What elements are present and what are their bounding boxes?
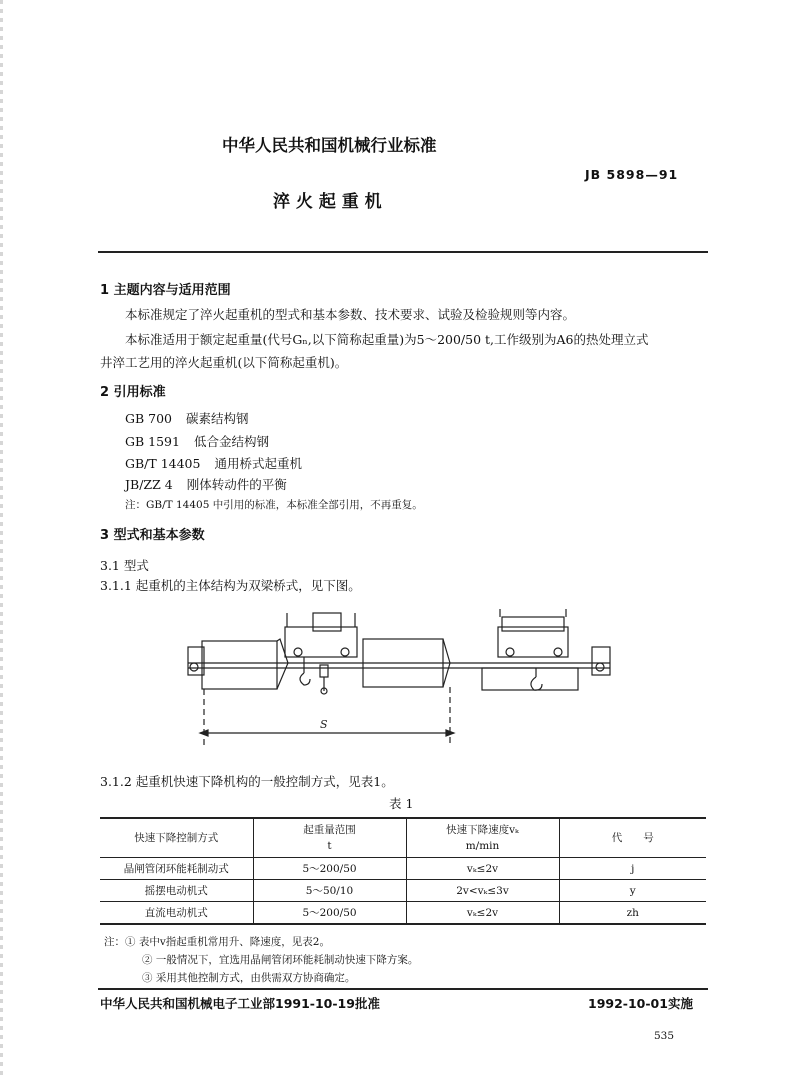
subsection-3-1: 3.1 型式 (100, 558, 149, 573)
table-1 (100, 817, 706, 925)
table-cell: vₖ≤2v (406, 902, 559, 925)
reference-note: 注：GB/T 14405 中引用的标准，本标准全部引用，不再重复。 (125, 499, 423, 511)
reference-code: GB 700 (125, 411, 173, 426)
subsection-3-1-2: 3.1.2 起重机快速下降机构的一般控制方式，见表1。 (100, 774, 394, 789)
section-1-para-1: 本标准规定了淬火起重机的型式和基本参数、技术要求、试验及检验规则等内容。 (125, 307, 576, 322)
section-3-heading: 3 型式和基本参数 (100, 528, 205, 543)
implementation-date: 1992-10-01实施 (588, 996, 693, 1011)
table-cell: 5～200/50 (253, 902, 406, 925)
left-tank (202, 641, 277, 689)
table-note-1: 注：① 表中v指起重机常用升、降速度，见表2。 (104, 936, 330, 948)
section-1-para-2-line-1: 本标准适用于额定起重量(代号Gₙ,以下简称起重量)为5～200/50 t,工作级别为A6的热处理立式 (125, 332, 649, 347)
table-cell: zh (559, 902, 706, 925)
header-rule (98, 251, 708, 253)
table-cell: j (559, 858, 706, 880)
table-cell: y (559, 880, 706, 902)
table-cell: 5～200/50 (253, 858, 406, 880)
standard-number: JB 5898—91 (585, 167, 679, 182)
reference-code: GB/T 14405 (125, 456, 201, 471)
main-hook (300, 673, 310, 685)
auxiliary-hook (531, 677, 542, 690)
reference-name: 通用桥式起重机 (214, 456, 302, 471)
table-note-3: ③ 采用其他控制方式，由供需双方协商确定。 (142, 972, 356, 984)
approval-statement: 中华人民共和国机械电子工业部1991-10-19批准 (100, 996, 380, 1011)
reference-code: JB/ZZ 4 (125, 477, 173, 492)
scan-edge (0, 0, 3, 1075)
table-row (100, 858, 706, 880)
reference-item (125, 454, 302, 472)
table-row (100, 880, 706, 902)
table-cell: vₖ≤2v (406, 858, 559, 880)
page-number: 535 (654, 1030, 675, 1042)
table-cell: 摇摆电动机式 (100, 880, 253, 902)
lower-box (482, 668, 578, 690)
span-label: S (320, 718, 328, 731)
table-note-2: ② 一般情况下，宜选用晶闸管闭环能耗制动快速下降方案。 (142, 954, 419, 966)
table-cell: 晶闸管闭环能耗制动式 (100, 858, 253, 880)
org-title: 中华人民共和国机械行业标准 (222, 136, 437, 155)
reference-name: 低合金结构钢 (193, 434, 269, 449)
table-caption: 表 1 (389, 796, 414, 811)
table-cell: 5～50/10 (253, 880, 406, 902)
crane-diagram (180, 605, 620, 755)
section-2-heading: 2 引用标准 (100, 385, 166, 400)
table-row (100, 902, 706, 925)
table-cell: 2v<vₖ≤3v (406, 880, 559, 902)
table-cell: 直流电动机式 (100, 902, 253, 925)
table-header-cell: 起重量范围 t (253, 818, 406, 858)
table-header-cell: 快速下降速度vₖ m/min (406, 818, 559, 858)
reference-item (125, 409, 249, 427)
reference-name: 碳素结构钢 (186, 411, 249, 426)
reference-code: GB 1591 (125, 434, 180, 449)
table-header-cell: 代 号 (559, 818, 706, 858)
document-title: 淬 火 起 重 机 (273, 192, 382, 212)
footer-rule (98, 988, 708, 990)
reference-name: 刚体转动件的平衡 (186, 477, 287, 492)
reference-item (125, 475, 287, 493)
section-1-heading: 1 主题内容与适用范围 (100, 283, 231, 298)
subsection-3-1-1: 3.1.1 起重机的主体结构为双梁桥式，见下图。 (100, 578, 361, 593)
table-header-row (100, 818, 706, 858)
table-header-cell: 快速下降控制方式 (100, 818, 253, 858)
section-1-para-2-line-2: 井淬工艺用的淬火起重机(以下简称起重机)。 (100, 355, 348, 370)
reference-item (125, 432, 269, 450)
